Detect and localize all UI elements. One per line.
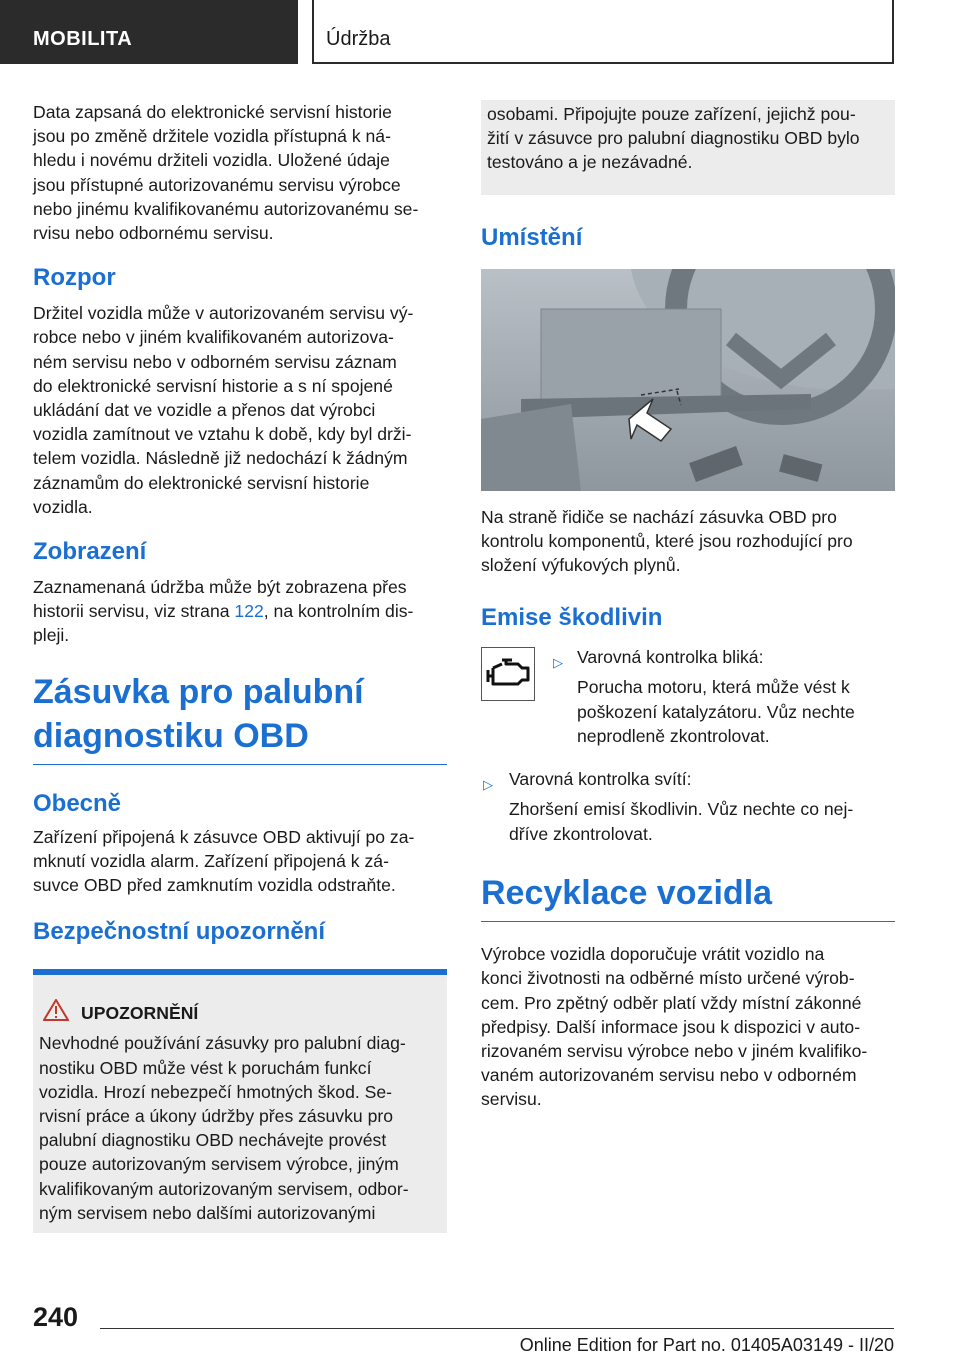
text-line: Nevhodné používání zásuvky pro palubní diag- <box>39 1033 406 1054</box>
text-line: poškození katalyzátoru. Vůz nechte <box>577 701 855 722</box>
zobrazeni-paragraph <box>33 575 447 648</box>
text-line: ukládání dat ve vozidle a přenos dat výrobci <box>33 400 376 421</box>
text-line: jsou přístupné autorizovanému servisu výrobce <box>33 174 401 195</box>
edition-info: Online Edition for Part no. 01405A03149 - II/20 <box>519 1335 894 1355</box>
text-span: , na kontrolním dis- <box>263 601 414 622</box>
text-line: nostiku OBD může vést k poruchám funkcí <box>39 1057 372 1078</box>
text-line: rvisní práce a úkony údržby přes zásuvku pro <box>39 1106 393 1127</box>
text-line: nebo jinému kvalifikovanému autorizovanému se- <box>33 198 419 219</box>
text-line: Držitel vozidla může v autorizovaném servisu vý- <box>33 303 414 324</box>
obecne-paragraph <box>33 825 447 898</box>
text-line: kontrolu komponentů, které jsou rozhodující pro <box>481 530 853 551</box>
warning-title: UPOZORNĚNÍ <box>81 1003 199 1024</box>
text-line: jsou po změně držitele vozidla přístupná k ná- <box>33 126 391 147</box>
text-line: ném servisu nebo v odborném servisu záznam <box>33 351 397 372</box>
text-line: složení výfukových plynů. <box>481 555 681 576</box>
text-line: robce nebo v jiném kvalifikovaném autorizova- <box>33 327 394 348</box>
intro-paragraph <box>33 100 447 245</box>
text-line: Na straně řidiče se nachází zásuvka OBD pro <box>481 506 837 527</box>
heading-bezpecnost: Bezpečnostní upozornění <box>33 918 326 946</box>
text-line: Zařízení připojená k zásuvce OBD aktivují po za- <box>33 826 415 847</box>
page-link[interactable]: 122 <box>234 601 264 622</box>
obd-location-image <box>481 269 895 491</box>
text-line: Porucha motoru, která může vést k <box>577 677 850 698</box>
heading-zobrazeni: Zobrazení <box>33 538 147 566</box>
text-line: dříve zkontrolovat. <box>509 823 653 844</box>
text-line: Zaznamenaná údržba může být zobrazena přes <box>33 577 407 598</box>
text-line: žití v zásuvce pro palubní diagnostiku OBD bylo <box>487 128 860 149</box>
text-line: předpisy. Další informace jsou k dispozici v auto- <box>481 1016 861 1037</box>
text-line: Zhoršení emisí škodlivin. Vůz nechte co nej- <box>509 799 854 820</box>
bullet-triangle-icon: ▷ <box>483 777 493 793</box>
text-line: mknutí vozidla alarm. Zařízení připojená k zá- <box>33 850 389 871</box>
text-line: suvce OBD před zamknutím vozidla odstraňte. <box>33 875 396 896</box>
page-header <box>0 0 960 66</box>
heading-recyklace: Recyklace vozidla <box>481 871 895 922</box>
item-title: Varovná kontrolka bliká: <box>577 647 764 668</box>
text-line: osobami. Připojujte pouze zařízení, jejichž pou- <box>487 104 856 124</box>
text-line: telem vozidla. Následně již nedochází k žádným <box>33 448 408 469</box>
text-line: vozidla. <box>33 496 93 517</box>
text-line: do elektronické servisní historie a s ní spojené <box>33 375 393 396</box>
warning-box-continued <box>481 100 895 195</box>
heading-line: Zásuvka pro palubní <box>33 672 364 711</box>
text-line: Data zapsaná do elektronické servisní historie <box>33 102 392 122</box>
bullet-triangle-icon: ▷ <box>553 655 563 671</box>
text-line: ným servisem nebo dalšími autorizovanými <box>39 1202 376 1223</box>
text-line: servisu. <box>481 1089 542 1110</box>
item-text <box>509 767 895 846</box>
heading-rozpor: Rozpor <box>33 264 116 292</box>
emission-item-lit <box>481 767 895 849</box>
heading-obd <box>33 670 447 765</box>
recyklace-paragraph <box>481 942 895 1111</box>
text-line <box>33 599 447 623</box>
emission-item-blinking <box>481 645 895 757</box>
text-span: historii servisu, viz strana <box>33 601 235 622</box>
section-tab: MOBILITA <box>0 0 298 64</box>
text-line: záznamům do elektronické servisní historie <box>33 472 370 493</box>
heading-line: diagnostiku OBD <box>33 716 309 755</box>
item-text <box>577 645 895 748</box>
text-line: testováno a je nezávadné. <box>487 152 693 173</box>
right-column <box>481 100 895 1112</box>
text-line: palubní diagnostiku OBD nechávejte provést <box>39 1130 387 1151</box>
text-line: hledu i novému držiteli vozidla. Uložené údaje <box>33 150 390 171</box>
text-line: pleji. <box>33 625 70 646</box>
text-line: rizovaném servisu výrobce nebo v jiném kvalifiko- <box>481 1041 868 1062</box>
heading-umisteni: Umístění <box>481 223 583 251</box>
text-line: kvalifikovaným autorizovaným servisem, odbor- <box>39 1178 409 1199</box>
text-line: Výrobce vozidla doporučuje vrátit vozidlo na <box>481 944 825 965</box>
text-line: cem. Pro zpětný odběr platí vždy místní zákonné <box>481 992 862 1013</box>
item-title: Varovná kontrolka svítí: <box>509 769 692 790</box>
check-engine-icon <box>481 647 535 701</box>
text-line: rvisu nebo odbornému servisu. <box>33 223 274 244</box>
text-line: vaném autorizovaném servisu nebo v odborném <box>481 1065 857 1086</box>
warning-triangle-icon <box>43 999 69 1027</box>
umisteni-paragraph <box>481 505 895 578</box>
text-line: neprodleně zkontrolovat. <box>577 725 770 746</box>
text-line: pouze autorizovaným servisem výrobce, jiným <box>39 1154 399 1175</box>
text-line: vozidla zamítnout ve vztahu k době, kdy byl drži- <box>33 424 412 445</box>
rozpor-paragraph <box>33 301 447 519</box>
warning-header <box>43 999 441 1027</box>
warning-box <box>33 975 447 1233</box>
text-line: konci životnosti na odběrné místo určené výrob- <box>481 968 855 989</box>
page-number: 240 <box>33 1302 79 1332</box>
chapter-title: Údržba <box>312 0 894 64</box>
heading-obecne: Obecně <box>33 789 122 817</box>
left-column <box>33 100 447 1233</box>
text-line: vozidla. Hrozí nebezpečí hmotných škod. Se- <box>39 1081 393 1102</box>
footer-divider <box>100 1328 894 1329</box>
heading-emise: Emise škodlivin <box>481 604 663 632</box>
